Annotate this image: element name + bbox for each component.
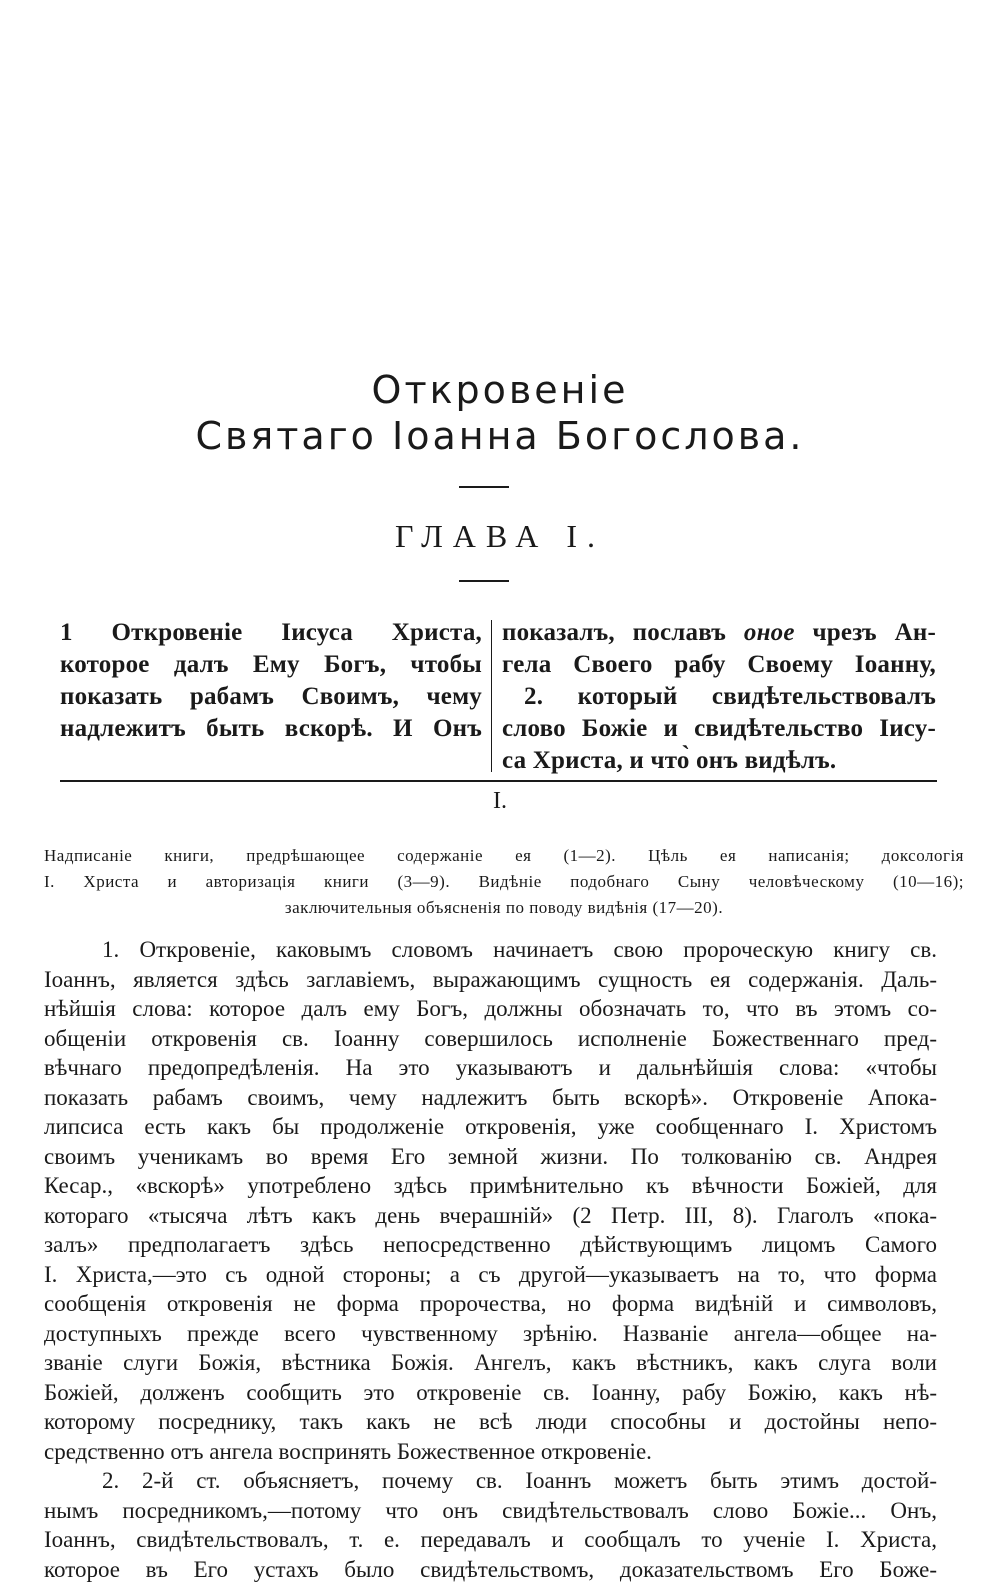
body-line: залъ» предполагаетъ здѣсь непосредственно дѣйствующимъ лицомъ Самого — [44, 1232, 937, 1257]
body-line: вѣчнаго предопредѣленiя. На это указываютъ и дальнѣйшiя слова: «чтобы — [44, 1055, 937, 1080]
body-line: которому посреднику, такъ какъ не всѣ люди способны и достойны непо- — [44, 1409, 937, 1434]
verse-text: показалъ, пославъ — [502, 619, 744, 646]
title-line-2: Святаго Iоанна Богослова. — [195, 414, 805, 458]
body-line: показать рабамъ своимъ, чему надлежитъ быть вскорѣ». Откровенiе Апока- — [44, 1084, 937, 1110]
body-line: Божiей, долженъ сообщить это откровенiе св. Iоанну, рабу Божiю, какъ нѣ- — [44, 1379, 937, 1405]
body-line: липсиса есть какъ бы продолженiе откровенiя, уже сообщеннаго I. Христомъ — [44, 1114, 937, 1139]
verse-line — [502, 617, 936, 649]
title-line-1: Откровенie — [371, 368, 629, 412]
body-line: нѣйшiя слова: которое далъ ему Богъ, должны обозначать то, что въ этомъ со- — [44, 996, 937, 1021]
commentary-body — [44, 935, 937, 1584]
summary-line: Надписанiе книги, предрѣшающее содержанiе ея (1—2). Цѣль ея написанiя; доксологiя — [44, 846, 964, 865]
chapter-divider — [459, 580, 509, 582]
section-summary — [44, 843, 964, 921]
body-line: 1. Откровенiе, каковымъ словомъ начинаетъ свою пророческую книгу св. — [102, 937, 937, 962]
body-line: 2. 2-й ст. объясняетъ, почему св. Iоаннъ можетъ быть этимъ достой- — [102, 1468, 937, 1493]
verse-line: слово Божiе и свидѣтельство Iису- — [502, 715, 936, 742]
verse-line: 2. который свидѣтельствовалъ — [524, 683, 936, 710]
body-line: средственно отъ ангела воспринять Божественное откровенiе. — [44, 1438, 652, 1464]
body-line: общенiи откровенiя св. Iоанну совершилось исполненiе Божественнаго пред- — [44, 1025, 937, 1051]
body-line: сообщенiя откровенiя не форма пророчества, но форма видѣнiй и символовъ, — [44, 1291, 937, 1316]
section-number: I. — [493, 788, 507, 814]
chapter-heading: ГЛАВА I. — [395, 518, 605, 554]
verse-italic: оное — [743, 619, 795, 646]
verse-line: 1 Откровенiе Iисуса Христа, — [60, 619, 482, 646]
summary-line: заключительныя объясненiя по поводу видѣнiя (17—20). — [284, 898, 724, 917]
verse-line: показать рабамъ Своимъ, чему — [60, 683, 482, 710]
body-line: Iоаннъ, свидѣтельствовалъ, т. е. передавалъ и сообщалъ то ученiе I. Христа, — [44, 1527, 937, 1552]
verse-line: надлежитъ быть вскорѣ. И Онъ — [60, 715, 482, 742]
body-line: доступныхъ прежде всего чувственному зрѣнiю. Названiе ангела—общее на- — [44, 1320, 937, 1346]
verse-column-left — [60, 617, 482, 745]
section-rule — [60, 780, 937, 782]
body-line: I. Христа,—это съ одной стороны; а съ другой—указываетъ на то, что форма — [44, 1261, 937, 1287]
body-line: которое въ Его устахъ было свидѣтельствомъ, доказательствомъ Его Боже- — [44, 1556, 937, 1582]
verse-line: гела Своего рабу Своему Iоанну, — [502, 651, 936, 678]
title-divider — [459, 486, 509, 488]
body-line: Кесар., «вскорѣ» употреблено здѣсь примѣнительно къ вѣчности Божiей, для — [44, 1173, 937, 1198]
body-line: званiе слуги Божiя, вѣстника Божiя. Ангелъ, какъ вѣстникъ, какъ слуга воли — [44, 1350, 937, 1375]
verse-line: которое далъ Ему Богъ, чтобы — [60, 651, 482, 678]
verse-column-right — [502, 617, 936, 777]
body-line: котораго «тысяча лѣтъ какъ день вчерашнiй» (2 Петр. III, 8). Глаголъ «пока- — [44, 1202, 937, 1228]
body-line: нымъ посредникомъ,—потому что онъ свидѣтельствовалъ слово Божiе... Онъ, — [44, 1497, 937, 1523]
verse-text: чрезъ Ан- — [794, 619, 936, 646]
body-line: Iоаннъ, является здѣсь заглавiемъ, выражающимъ сущность ея содержанiя. Даль- — [44, 966, 937, 992]
body-line: своимъ ученикамъ во время Его земной жизни. По толкованiю св. Андрея — [44, 1143, 937, 1169]
summary-line: I. Христа и авторизацiя книги (3—9). Видѣнiе подобнаго Сыну человѣческому (10—16); — [44, 872, 964, 891]
column-divider — [491, 620, 492, 772]
verse-line: са Христа, и что̀ онъ видѣлъ. — [502, 747, 837, 774]
